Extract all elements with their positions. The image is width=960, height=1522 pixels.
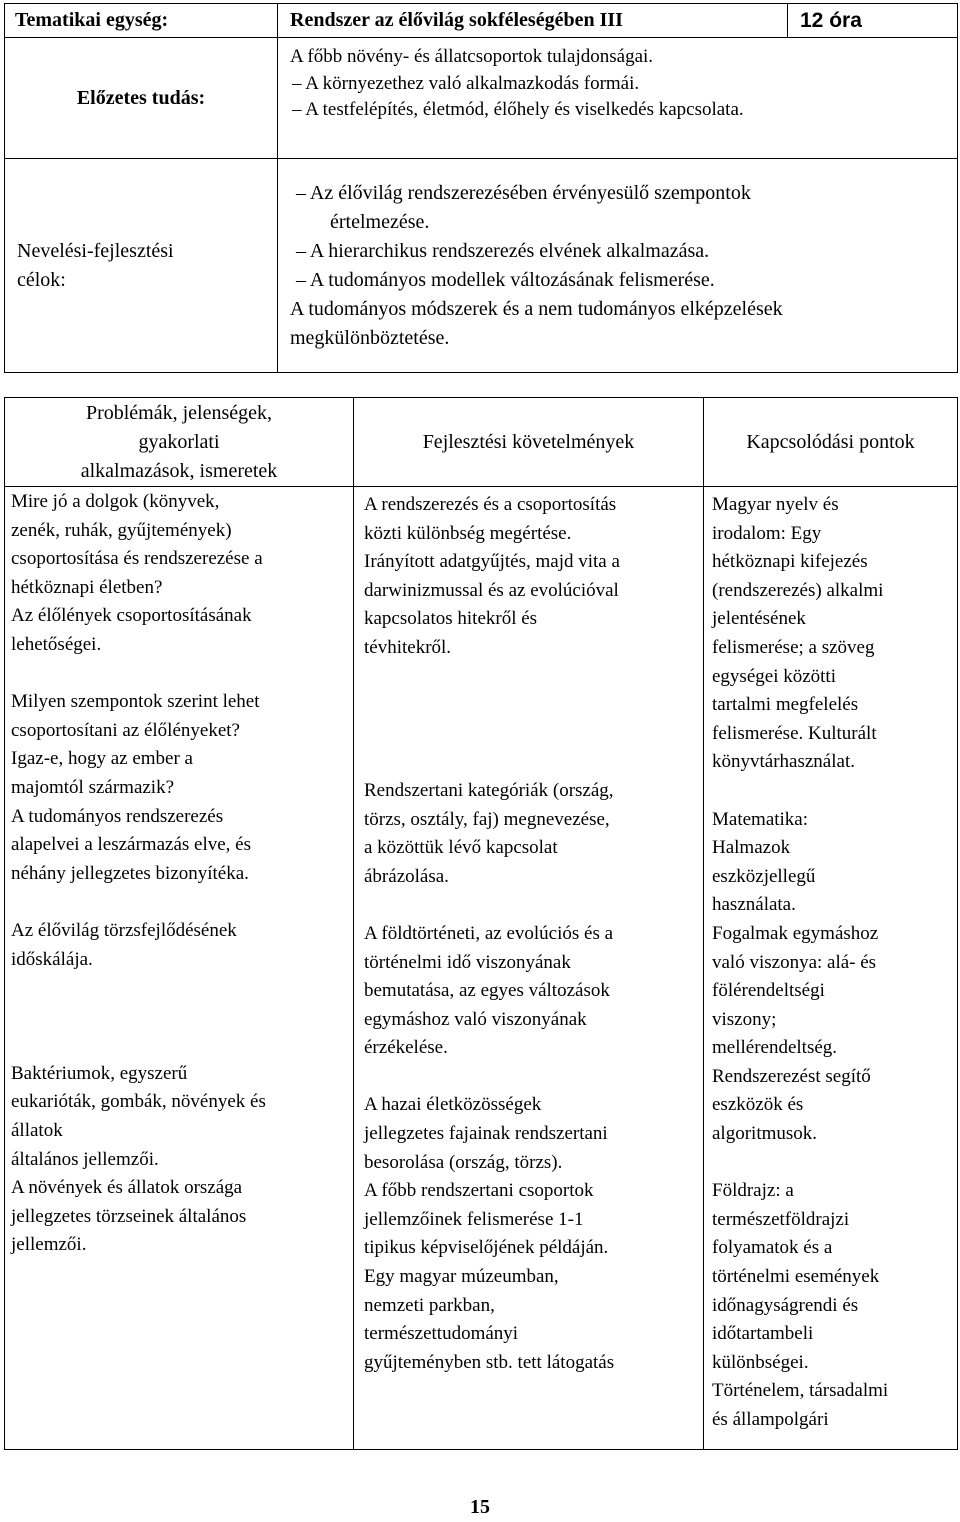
col1-line	[11, 974, 353, 1003]
col3-line: eszközök és	[712, 1094, 804, 1116]
col1-line: néhány jellegzetes bizonyítéka.	[11, 862, 249, 884]
col2-line: nemzeti parkban,	[364, 1294, 495, 1316]
col1-line: Mire jó a dolgok (könyvek,	[11, 491, 220, 512]
goals-label-cell	[5, 159, 278, 373]
prior-label-cell	[5, 38, 278, 159]
col1-head-line: Problémák, jelenségek,	[85, 401, 273, 424]
col1-line: Az élőlények csoportosításának	[11, 605, 252, 627]
col3-line: egységei közötti	[712, 665, 836, 687]
goals-line: megkülönböztetése.	[290, 327, 450, 349]
col2-line: besorolása (ország, törzs).	[364, 1151, 563, 1173]
col2-line: Rendszertani kategóriák (ország,	[364, 779, 614, 801]
prior-line: – A környezethez való alkalmazkodás formái.	[292, 72, 640, 94]
prior-knowledge-label: Előzetes tudás:	[76, 86, 206, 109]
col1-line: általános jellemzői.	[11, 1148, 159, 1170]
col3-line: Földrajz: a	[712, 1180, 794, 1202]
col1-head-line: alkalmazások, ismeretek	[80, 459, 278, 482]
hours-value: 12 óra	[800, 9, 862, 32]
col2-line: Irányított adatgyűjtés, majd vita a	[364, 551, 620, 573]
col3-header	[704, 398, 958, 487]
col1-line	[11, 1031, 353, 1060]
goals-line: értelmezése.	[330, 211, 430, 233]
col2-line	[364, 663, 703, 692]
col2-line	[364, 1063, 703, 1092]
col3-line: Rendszerezést segítő	[712, 1065, 871, 1087]
col1-line: zenék, ruhák, gyűjtemények)	[11, 519, 232, 541]
unit-label: Tematikai egység:	[15, 9, 169, 31]
col1-line: csoportosítani az élőlényeket?	[11, 719, 240, 741]
goals-line: – A hierarchikus rendszerezés elvének alkalmazása.	[296, 240, 710, 262]
col1-line: Igaz-e, hogy az ember a	[11, 748, 193, 770]
col2-line: A hazai életközösségek	[364, 1094, 542, 1116]
col3-line: Magyar nyelv és	[712, 494, 839, 515]
col1-body	[5, 487, 354, 1450]
col3-line: jelentésének	[712, 608, 806, 630]
col1-line: alapelvei a leszármazás elve, és	[11, 834, 251, 856]
col1-line: A tudományos rendszerezés	[11, 805, 224, 827]
col3-line: (rendszerezés) alkalmi	[712, 579, 884, 601]
col1-line: jellemzői.	[11, 1234, 87, 1256]
goals-line: – A tudományos modellek változásának felismerése.	[296, 269, 715, 291]
col2-line: tipikus képviselőjének példáján.	[364, 1237, 609, 1259]
col3-line: Matematika:	[712, 808, 809, 830]
col1-line	[11, 1003, 353, 1032]
col2-line: A főbb rendszertani csoportok	[364, 1180, 594, 1202]
col2-head: Fejlesztési követelmények	[422, 430, 635, 453]
col3-line: való viszonya: alá- és	[712, 951, 877, 973]
col2-line: a közöttük lévő kapcsolat	[364, 837, 558, 859]
col3-line: Halmazok	[712, 837, 791, 859]
col2-line	[364, 891, 703, 920]
col2-line: A rendszerezés és a csoportosítás	[364, 494, 617, 515]
col1-line: majomtól származik?	[11, 776, 175, 798]
col3-head: Kapcsolódási pontok	[746, 430, 915, 453]
col3-line: természetföldrajzi	[712, 1208, 850, 1230]
goals-cell	[278, 159, 958, 373]
col3-line: algoritmusok.	[712, 1123, 818, 1145]
col3-line: hétköznapi kifejezés	[712, 551, 868, 573]
col3-line: és állampolgári	[712, 1409, 829, 1430]
col1-line: állatok	[11, 1120, 63, 1142]
col3-line: felismerése; a szöveg	[712, 636, 875, 658]
content-table	[4, 397, 958, 1450]
col3-line: tartalmi megfelelés	[712, 694, 859, 716]
col3-line: történelmi események	[712, 1266, 880, 1288]
col3-line: könyvtárhasználat.	[712, 751, 855, 773]
col3-line: Fogalmak egymáshoz	[712, 922, 879, 944]
unit-header-table	[4, 3, 958, 373]
col3-line: irodalom: Egy	[712, 522, 822, 544]
col1-line: csoportosítása és rendszerezése a	[11, 548, 263, 570]
col3-line: folyamatok és a	[712, 1237, 833, 1259]
prior-knowledge-cell	[278, 38, 958, 159]
goals-label: célok:	[17, 268, 66, 291]
col3-line: időnagyságrendi és	[712, 1294, 859, 1316]
col2-line: darwinizmussal és az evolúcióval	[364, 579, 619, 601]
unit-title-cell	[278, 4, 788, 38]
col1-head-line: gyakorlati	[138, 430, 220, 453]
hours-cell	[788, 4, 958, 38]
prior-line: A főbb növény- és állatcsoportok tulajdonságai.	[290, 46, 654, 67]
col2-line: törzs, osztály, faj) megnevezése,	[364, 808, 610, 830]
col1-line	[11, 660, 353, 689]
col3-line: fölérendeltségi	[712, 980, 825, 1002]
col2-line: természettudományi	[364, 1323, 519, 1345]
goals-line: – Az élővilág rendszerezésében érvényesülő szempontok	[296, 182, 751, 204]
col1-line: A növények és állatok országa	[11, 1177, 243, 1199]
col1-line: időskálája.	[11, 948, 93, 970]
goals-label: Nevelési-fejlesztési	[17, 239, 174, 262]
unit-label-cell	[5, 4, 278, 38]
col2-line: bemutatása, az egyes változások	[364, 980, 610, 1002]
col2-line: ábrázolása.	[364, 865, 449, 887]
col3-line: különbségei.	[712, 1351, 809, 1373]
col2-line: kapcsolatos hitekről és	[364, 608, 538, 630]
col3-line: felismerése. Kulturált	[712, 722, 877, 744]
col1-line: hétköznapi életben?	[11, 576, 163, 598]
col1-header	[5, 398, 354, 487]
col2-header	[354, 398, 704, 487]
col3-body	[704, 487, 958, 1450]
col2-line: gyűjteményben stb. tett látogatás	[364, 1351, 615, 1373]
col2-line: Egy magyar múzeumban,	[364, 1266, 559, 1288]
page-number: 15	[470, 1496, 490, 1518]
col2-line: közti különbség megértése.	[364, 522, 572, 544]
col2-line: érzékelése.	[364, 1037, 448, 1059]
col1-line: eukarióták, gombák, növények és	[11, 1091, 266, 1113]
col2-body	[354, 487, 704, 1450]
col2-line: A földtörténeti, az evolúciós és a	[364, 922, 614, 944]
col2-line: jellemzőinek felismerése 1-1	[364, 1208, 584, 1230]
col2-line: jellegzetes fajainak rendszertani	[364, 1123, 608, 1145]
col3-line: időtartambeli	[712, 1323, 814, 1345]
col3-line	[712, 1149, 957, 1178]
col2-line	[364, 720, 703, 749]
goals-line: A tudományos módszerek és a nem tudományos elképzelések	[290, 298, 783, 320]
col2-line: történelmi idő viszonyának	[364, 951, 571, 973]
col2-line	[364, 748, 703, 777]
col2-line: tévhitekről.	[364, 636, 452, 658]
col3-line	[712, 777, 957, 806]
col3-line: Történelem, társadalmi	[712, 1380, 889, 1402]
col2-line: egymáshoz való viszonyának	[364, 1008, 587, 1030]
col1-line	[11, 888, 353, 917]
unit-title: Rendszer az élővilág sokféleségében III	[290, 9, 623, 31]
col3-line: mellérendeltség.	[712, 1037, 838, 1059]
col3-line: használata.	[712, 894, 796, 916]
col1-line: jellegzetes törzseinek általános	[11, 1205, 247, 1227]
col1-line: Az élővilág törzsfejlődésének	[11, 919, 237, 941]
col1-line: lehetőségei.	[11, 633, 102, 655]
col3-line: eszközjellegű	[712, 865, 816, 887]
col2-line	[364, 691, 703, 720]
prior-line: – A testfelépítés, életmód, élőhely és viselkedés kapcsolata.	[292, 99, 744, 120]
col3-line: viszony;	[712, 1008, 777, 1030]
col1-line: Baktériumok, egyszerű	[11, 1062, 188, 1084]
col1-line: Milyen szempontok szerint lehet	[11, 691, 260, 713]
